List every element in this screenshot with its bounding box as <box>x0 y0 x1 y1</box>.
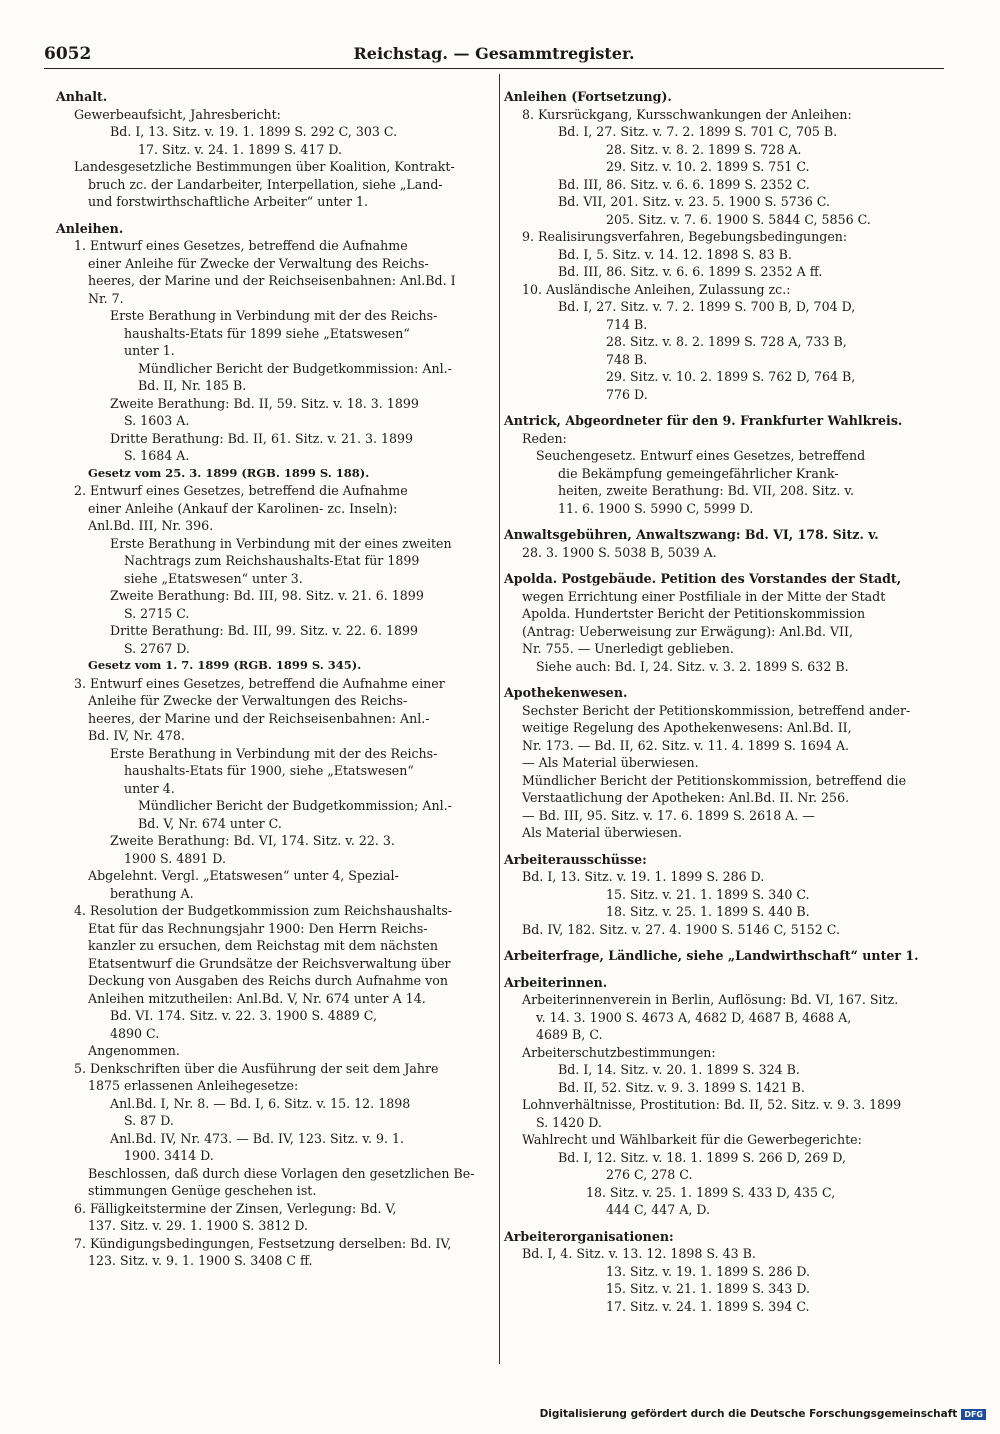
right-column <box>504 88 944 1324</box>
footer <box>540 1408 986 1420</box>
entry-heading: Anhalt. <box>56 89 108 104</box>
index-entry <box>504 684 944 842</box>
entry-line: 4. Resolution der Budgetkommission zum Reichshaushalts- <box>74 903 453 918</box>
entry-line: 5. Denkschriften über die Ausführung der seit dem Jahre <box>74 1060 439 1076</box>
entry-line: Dritte Berathung: Bd. III, 99. Sitz. v. 22. 6. 1899 <box>110 623 419 638</box>
entry-line: Bd. IV, Nr. 478. <box>88 728 185 743</box>
entry-line: 28. Sitz. v. 8. 2. 1899 S. 728 A, 733 B, <box>606 334 847 349</box>
entry-line: 776 D. <box>606 386 648 402</box>
entry-line: einer Anleihe für Zwecke der Verwaltung des Reichs- <box>88 255 429 271</box>
entry-line: Bd. III, 86. Sitz. v. 6. 6. 1899 S. 2352 A ff. <box>558 264 823 279</box>
entry-line: Zweite Berathung: Bd. VI, 174. Sitz. v. 22. 3. <box>110 833 395 848</box>
entry-line: 7. Kündigungsbedingungen, Festsetzung derselben: Bd. IV, <box>74 1235 452 1251</box>
entry-line: Erste Berathung in Verbindung mit der eines zweiten <box>110 535 452 551</box>
entry-line: Erste Berathung in Verbindung mit der des Reichs- <box>110 308 438 323</box>
entry-line: Nr. 173. — Bd. II, 62. Sitz. v. 11. 4. 1899 S. 1694 A. <box>522 737 850 753</box>
entry-line: stimmungen Genüge geschehen ist. <box>88 1183 317 1198</box>
entry-line: Nr. 7. <box>88 290 124 306</box>
entry-line: Siehe auch: Bd. I, 24. Sitz. v. 3. 2. 1899 S. 632 B. <box>536 658 849 674</box>
entry-line: 13. Sitz. v. 19. 1. 1899 S. 286 D. <box>606 1263 810 1279</box>
page-header <box>44 44 944 69</box>
entry-line: Wahlrecht und Wählbarkeit für die Gewerbegerichte: <box>522 1132 862 1147</box>
entry-line: 10. Ausländische Anleihen, Zulassung zc.: <box>522 281 791 297</box>
entry-line: 4890 C. <box>110 1025 160 1041</box>
entry-line: S. 2767 D. <box>124 640 190 656</box>
entry-line: 6. Fälligkeitstermine der Zinsen, Verlegung: Bd. V, <box>74 1200 397 1216</box>
entry-line: Anl.Bd. IV, Nr. 473. — Bd. IV, 123. Sitz. v. 9. 1. <box>110 1130 404 1146</box>
entry-line: S. 2715 C. <box>124 605 190 621</box>
entry-line: Lohnverhältnisse, Prostitution: Bd. II, 52. Sitz. v. 9. 3. 1899 <box>522 1097 902 1112</box>
index-entry <box>504 974 944 1219</box>
entry-line: unter 1. <box>124 343 175 358</box>
footer-text: Digitalisierung gefördert durch die Deutsche Forschungsgemeinschaft <box>539 1408 958 1420</box>
entry-line: Bd. I, 12. Sitz. v. 18. 1. 1899 S. 266 D, 269 D, <box>558 1149 846 1165</box>
entry-line: Gewerbeaufsicht, Jahresbericht: <box>74 106 281 122</box>
index-entry <box>504 851 944 939</box>
entry-line: 123. Sitz. v. 9. 1. 1900 S. 3408 C ff. <box>88 1253 313 1268</box>
entry-line: 1900. 3414 D. <box>124 1148 214 1163</box>
entry-line: heiten, zweite Berathung: Bd. VII, 208. Sitz. v. <box>558 483 854 498</box>
entry-line: haushalts-Etats für 1900, siehe „Etatswesen“ <box>124 763 414 778</box>
entry-line: 15. Sitz. v. 21. 1. 1899 S. 340 C. <box>606 886 810 902</box>
entry-line: 1875 erlassenen Anleihegesetze: <box>88 1078 299 1093</box>
index-entry <box>504 947 944 965</box>
entry-line: (Antrag: Ueberweisung zur Erwägung): Anl.Bd. VII, <box>522 623 854 639</box>
entry-line: Verstaatlichung der Apotheken: Anl.Bd. II. Nr. 256. <box>522 790 850 805</box>
dfg-logo-icon: DFG <box>961 1409 986 1420</box>
entry-line: haushalts-Etats für 1899 siehe „Etatswesen“ <box>124 325 410 341</box>
entry-line: und forstwirthschaftliche Arbeiter“ unter 1. <box>88 194 369 209</box>
entry-heading: Arbeiterausschüsse: <box>504 851 647 867</box>
entry-heading: Arbeiterfrage, Ländliche, siehe „Landwirthschaft“ unter 1. <box>504 948 919 963</box>
entry-line: Anl.Bd. III, Nr. 396. <box>88 518 214 533</box>
entry-line: Bd. VII, 201. Sitz. v. 23. 5. 1900 S. 5736 C. <box>558 194 830 209</box>
entry-heading: Anleihen. <box>56 220 124 236</box>
entry-line: Zweite Berathung: Bd. II, 59. Sitz. v. 18. 3. 1899 <box>110 395 419 411</box>
entry-heading: Arbeiterorganisationen: <box>504 1228 674 1244</box>
entry-line: kanzler zu ersuchen, dem Reichstag mit dem nächsten <box>88 938 438 953</box>
entry-heading: Arbeiterinnen. <box>504 974 608 990</box>
page-number: 6052 <box>44 44 92 64</box>
entry-line: 28. 3. 1900 S. 5038 B, 5039 A. <box>522 544 717 560</box>
entry-line: 29. Sitz. v. 10. 2. 1899 S. 762 D, 764 B, <box>606 369 856 384</box>
entry-line: v. 14. 3. 1900 S. 4673 A, 4682 D, 4687 B, 4688 A, <box>536 1009 852 1025</box>
entry-line: 714 B. <box>606 316 648 332</box>
entry-line: 28. Sitz. v. 8. 2. 1899 S. 728 A. <box>606 141 802 157</box>
entry-line: Anl.Bd. I, Nr. 8. — Bd. I, 6. Sitz. v. 15. 12. 1898 <box>110 1095 411 1111</box>
entry-line: Arbeiterschutzbestimmungen: <box>522 1044 716 1060</box>
entry-line: — Als Material überwiesen. <box>522 755 699 770</box>
entry-line: Abgelehnt. Vergl. „Etatswesen“ unter 4, Spezial- <box>88 868 399 883</box>
entry-line: 1900 S. 4891 D. <box>124 850 226 866</box>
entry-line: Etatsentwurf die Grundsätze der Reichsverwaltung über <box>88 955 451 971</box>
entry-line: 1. Entwurf eines Gesetzes, betreffend die Aufnahme <box>74 238 408 253</box>
entry-line: 444 C, 447 A, D. <box>606 1202 711 1217</box>
entry-line: Nr. 755. — Unerledigt geblieben. <box>522 641 734 656</box>
entry-line: Bd. I, 13. Sitz. v. 19. 1. 1899 S. 286 D. <box>522 869 765 884</box>
entry-line: S. 87 D. <box>124 1113 174 1128</box>
entry-line: S. 1420 D. <box>536 1114 602 1130</box>
entry-line: Beschlossen, daß durch diese Vorlagen den gesetzlichen Be- <box>88 1165 475 1181</box>
entry-line: S. 1603 A. <box>124 413 190 428</box>
entry-line: 17. Sitz. v. 24. 1. 1899 S. 394 C. <box>606 1298 810 1314</box>
entry-line: siehe „Etatswesen“ unter 3. <box>124 570 303 586</box>
entry-line: 4689 B, C. <box>536 1027 603 1042</box>
entry-line: Bd. V, Nr. 674 unter C. <box>138 815 282 831</box>
entry-line: Bd. III, 86. Sitz. v. 6. 6. 1899 S. 2352 C. <box>558 176 810 192</box>
entry-line: Mündlicher Bericht der Budgetkommission: Anl.- <box>138 360 452 376</box>
entry-line: S. 1684 A. <box>124 448 190 463</box>
entry-line: heeres, der Marine und der Reichseisenbahnen: Anl.- <box>88 710 430 726</box>
entry-line: — Bd. III, 95. Sitz. v. 17. 6. 1899 S. 2618 A. — <box>522 807 815 823</box>
entry-line: Reden: <box>522 430 567 446</box>
entry-heading: Anleihen (Fortsetzung). <box>504 89 672 104</box>
entry-line: 2. Entwurf eines Gesetzes, betreffend die Aufnahme <box>74 483 408 498</box>
entry-line: 276 C, 278 C. <box>606 1167 693 1182</box>
index-entry <box>56 88 492 211</box>
entry-line: Gesetz vom 25. 3. 1899 (RGB. 1899 S. 188). <box>88 465 370 480</box>
entry-line: die Bekämpfung gemeingefährlicher Krank- <box>558 465 839 481</box>
entry-line: Bd. I, 27. Sitz. v. 7. 2. 1899 S. 700 B, D, 704 D, <box>558 299 856 314</box>
entry-line: Bd. I, 14. Sitz. v. 20. 1. 1899 S. 324 B. <box>558 1062 800 1077</box>
entry-line: Arbeiterinnenverein in Berlin, Auflösung: Bd. VI, 167. Sitz. <box>522 992 899 1007</box>
entry-line: 18. Sitz. v. 25. 1. 1899 S. 440 B. <box>606 904 810 919</box>
entry-line: Etat für das Rechnungsjahr 1900: Den Herrn Reichs- <box>88 920 428 936</box>
entry-line: 748 B. <box>606 351 648 367</box>
entry-line: 18. Sitz. v. 25. 1. 1899 S. 433 D, 435 C, <box>586 1184 836 1200</box>
entry-line: bruch zc. der Landarbeiter, Interpellation, siehe „Land- <box>88 176 443 192</box>
entry-line: Zweite Berathung: Bd. III, 98. Sitz. v. 21. 6. 1899 <box>110 588 424 603</box>
column-divider <box>499 74 500 1364</box>
entry-line: Anleihen mitzutheilen: Anl.Bd. V, Nr. 674 unter A 14. <box>88 990 426 1006</box>
entry-heading: Antrick, Abgeordneter für den 9. Frankfurter Wahlkreis. <box>504 413 903 428</box>
entry-line: 17. Sitz. v. 24. 1. 1899 S. 417 D. <box>138 141 342 157</box>
entry-line: Erste Berathung in Verbindung mit der des Reichs- <box>110 745 438 761</box>
entry-heading: Apothekenwesen. <box>504 685 628 700</box>
entry-line: 205. Sitz. v. 7. 6. 1900 S. 5844 C, 5856 C. <box>606 211 871 227</box>
entry-line: Deckung von Ausgaben des Reichs durch Aufnahme von <box>88 973 448 988</box>
index-entry <box>56 220 492 1270</box>
entry-line: 11. 6. 1900 S. 5990 C, 5999 D. <box>558 500 754 516</box>
page-title: Reichstag. — Gesammtregister. <box>353 44 635 63</box>
entry-line: 9. Realisirungsverfahren, Begebungsbedingungen: <box>522 229 848 244</box>
entry-line: 137. Sitz. v. 29. 1. 1900 S. 3812 D. <box>88 1218 309 1233</box>
entry-heading: Anwaltsgebühren, Anwaltszwang: Bd. VI, 178. Sitz. v. <box>504 527 879 542</box>
entry-line: wegen Errichtung einer Postfiliale in der Mitte der Stadt <box>522 588 886 604</box>
entry-line: Gesetz vom 1. 7. 1899 (RGB. 1899 S. 345). <box>88 658 362 672</box>
index-entry <box>504 526 944 561</box>
entry-line: berathung A. <box>110 885 194 901</box>
entry-line: Sechster Bericht der Petitionskommission, betreffend ander- <box>522 702 911 718</box>
entry-line: 29. Sitz. v. 10. 2. 1899 S. 751 C. <box>606 159 810 174</box>
entry-line: Mündlicher Bericht der Petitionskommission, betreffend die <box>522 772 907 788</box>
entry-heading: Apolda. Postgebäude. Petition des Vorstandes der Stadt, <box>504 571 902 586</box>
index-entry <box>504 412 944 517</box>
entry-line: Seuchengesetz. Entwurf eines Gesetzes, betreffend <box>536 448 866 463</box>
entry-line: Apolda. Hundertster Bericht der Petitionskommission <box>522 606 866 621</box>
entry-line: Nachtrags zum Reichshaushalts-Etat für 1899 <box>124 553 420 568</box>
entry-line: 3. Entwurf eines Gesetzes, betreffend die Aufnahme einer <box>74 675 445 691</box>
entry-line: Bd. I, 27. Sitz. v. 7. 2. 1899 S. 701 C, 705 B. <box>558 124 838 139</box>
entry-line: Bd. I, 13. Sitz. v. 19. 1. 1899 S. 292 C, 303 C. <box>110 124 398 139</box>
entry-line: heeres, der Marine und der Reichseisenbahnen: Anl.Bd. I <box>88 273 456 288</box>
entry-line: unter 4. <box>124 780 175 796</box>
entry-line: Bd. IV, 182. Sitz. v. 27. 4. 1900 S. 5146 C, 5152 C. <box>522 921 841 937</box>
entry-line: weitige Regelung des Apothekenwesens: Anl.Bd. II, <box>522 720 852 735</box>
entry-line: Landesgesetzliche Bestimmungen über Koalition, Kontrakt- <box>74 159 455 174</box>
left-column <box>56 88 492 1279</box>
entry-line: Als Material überwiesen. <box>522 825 683 840</box>
entry-line: 15. Sitz. v. 21. 1. 1899 S. 343 D. <box>606 1281 810 1296</box>
entry-line: Mündlicher Bericht der Budgetkommission; Anl.- <box>138 798 452 813</box>
entry-line: Bd. VI. 174. Sitz. v. 22. 3. 1900 S. 4889 C, <box>110 1008 377 1023</box>
entry-line: Bd. I, 4. Sitz. v. 13. 12. 1898 S. 43 B. <box>522 1246 756 1261</box>
index-entry <box>504 1228 944 1316</box>
entry-line: Bd. II, 52. Sitz. v. 9. 3. 1899 S. 1421 B. <box>558 1079 805 1095</box>
entry-line: Bd. II, Nr. 185 B. <box>138 378 247 393</box>
entry-line: Angenommen. <box>88 1043 180 1058</box>
entry-line: Anleihe für Zwecke der Verwaltungen des Reichs- <box>88 693 408 708</box>
index-entry <box>504 88 944 403</box>
entry-line: 8. Kursrückgang, Kursschwankungen der Anleihen: <box>522 106 852 122</box>
index-entry <box>504 570 944 675</box>
entry-line: Bd. I, 5. Sitz. v. 14. 12. 1898 S. 83 B. <box>558 246 792 262</box>
entry-line: Dritte Berathung: Bd. II, 61. Sitz. v. 21. 3. 1899 <box>110 430 414 446</box>
entry-line: einer Anleihe (Ankauf der Karolinen- zc. Inseln): <box>88 500 398 516</box>
